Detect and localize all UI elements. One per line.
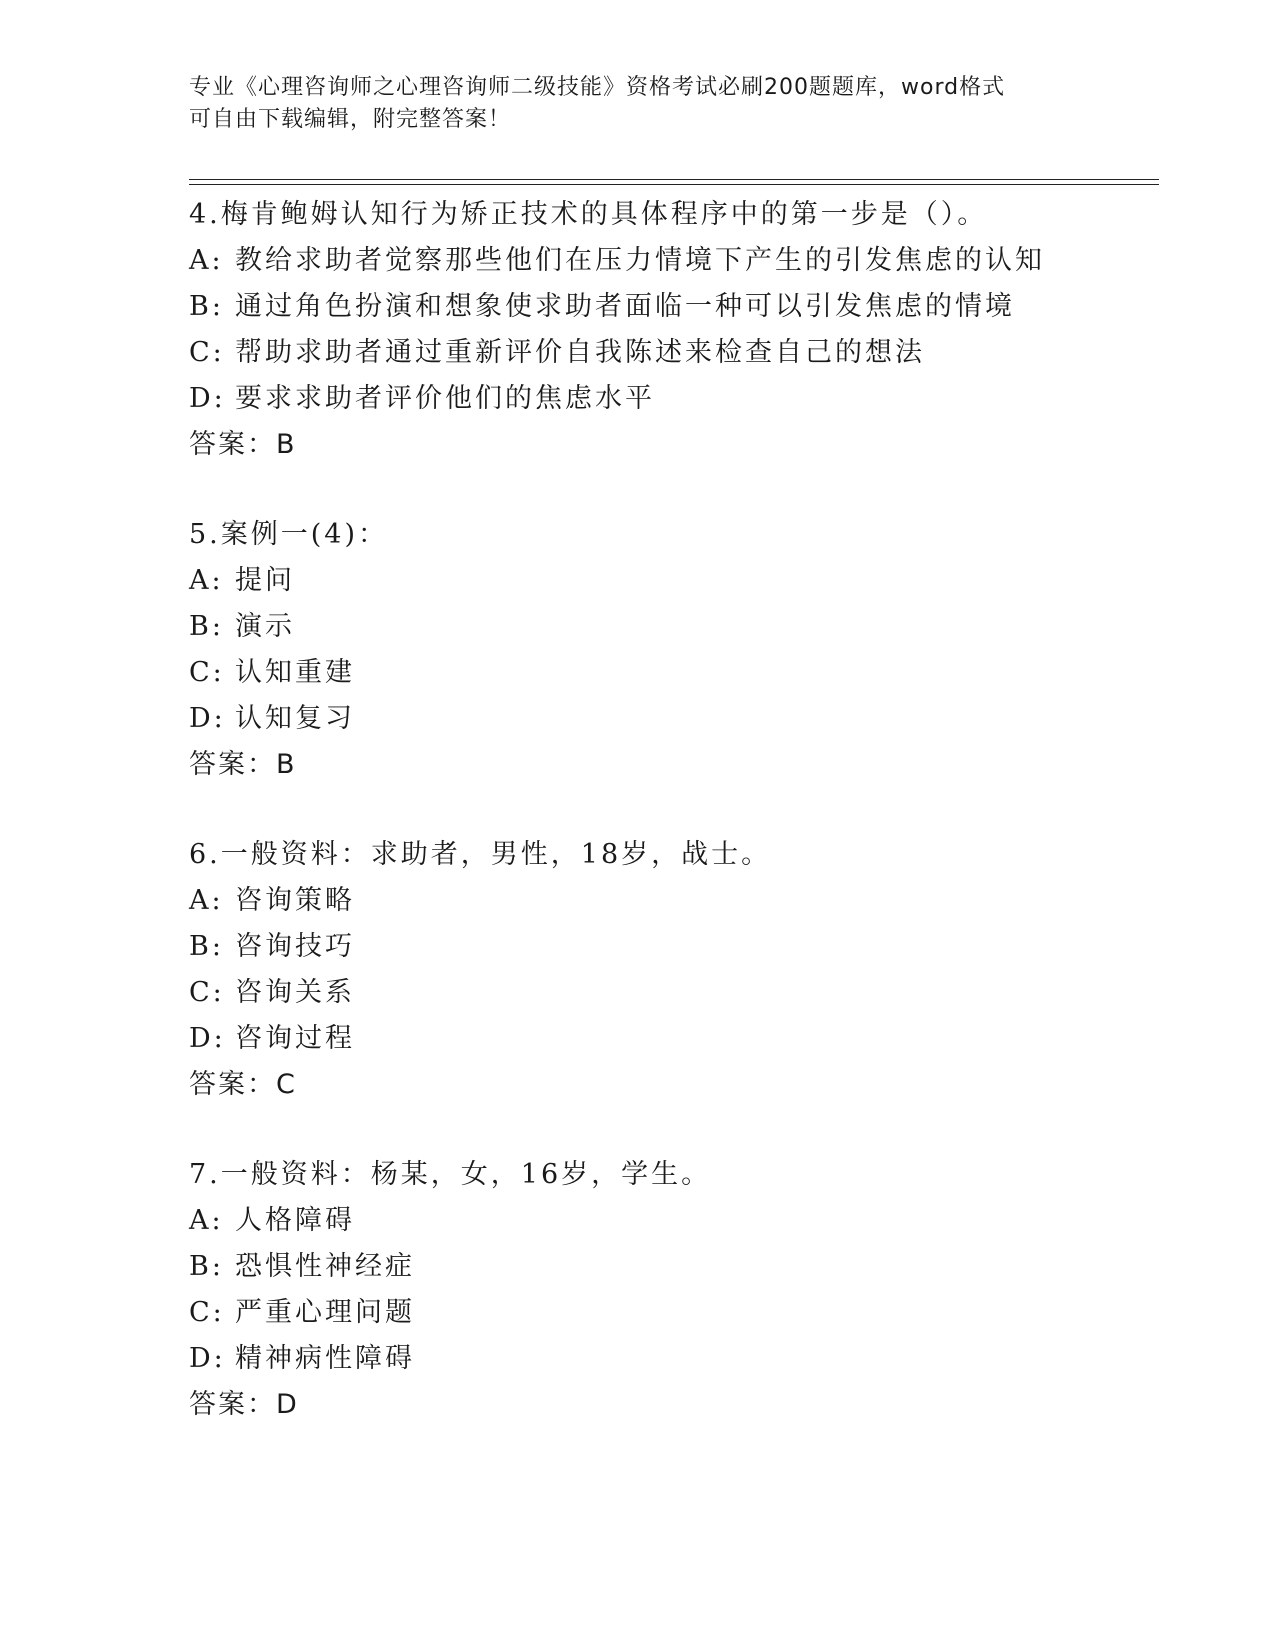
option-letter: A:	[189, 1205, 224, 1236]
option-letter: D:	[189, 1023, 226, 1054]
option-c	[189, 330, 1169, 376]
option-text: 提问	[235, 565, 295, 596]
option-d	[189, 1336, 1169, 1382]
option-letter: B:	[189, 291, 224, 322]
option-letter: B:	[189, 931, 224, 962]
answer-line: 答案：B	[189, 749, 297, 780]
option-d	[189, 696, 1169, 742]
option-a	[189, 878, 1169, 924]
option-text: 演示	[235, 611, 295, 642]
option-c	[189, 970, 1169, 1016]
option-c	[189, 1290, 1169, 1336]
question-stem: 4.梅肯鲍姆认知行为矫正技术的具体程序中的第一步是（）。	[189, 199, 988, 230]
question-item	[189, 192, 1169, 468]
option-letter: D:	[189, 1343, 226, 1374]
option-letter: B:	[189, 611, 224, 642]
option-text: 咨询策略	[235, 885, 355, 916]
option-letter: B:	[189, 1251, 224, 1282]
option-b	[189, 284, 1169, 330]
option-text: 帮助求助者通过重新评价自我陈述来检查自己的想法	[235, 337, 925, 368]
header-line-1: 专业《心理咨询师之心理咨询师二级技能》资格考试必刷200题题库，word格式	[189, 75, 1006, 100]
header-divider-top	[189, 179, 1159, 180]
option-text: 教给求助者觉察那些他们在压力情境下产生的引发焦虑的认知	[235, 245, 1045, 276]
option-text: 恐惧性神经症	[235, 1251, 415, 1282]
option-d	[189, 1016, 1169, 1062]
option-c	[189, 650, 1169, 696]
option-letter: A:	[189, 885, 224, 916]
option-letter: D:	[189, 703, 226, 734]
question-list	[189, 192, 1169, 1428]
question-item	[189, 1152, 1169, 1428]
option-text: 通过角色扮演和想象使求助者面临一种可以引发焦虑的情境	[235, 291, 1015, 322]
header-divider-bottom	[189, 184, 1159, 185]
option-b	[189, 924, 1169, 970]
answer-line: 答案：C	[189, 1069, 297, 1100]
option-a	[189, 558, 1169, 604]
question-spacer	[189, 468, 1169, 512]
question-stem: 5.案例一(4)：	[189, 519, 389, 550]
option-d	[189, 376, 1169, 422]
answer-line: 答案：D	[189, 1389, 299, 1420]
option-text: 人格障碍	[235, 1205, 355, 1236]
question-item	[189, 512, 1169, 788]
option-a	[189, 1198, 1169, 1244]
option-b	[189, 604, 1169, 650]
option-letter: A:	[189, 565, 224, 596]
option-text: 认知复习	[235, 703, 355, 734]
answer-line: 答案：B	[189, 429, 297, 460]
option-text: 咨询过程	[235, 1023, 355, 1054]
question-spacer	[189, 1108, 1169, 1152]
option-letter: A:	[189, 245, 224, 276]
header-line-2: 可自由下载编辑，附完整答案！	[189, 107, 512, 132]
option-text: 咨询关系	[235, 977, 355, 1008]
option-text: 严重心理问题	[235, 1297, 415, 1328]
document-header	[189, 72, 1069, 136]
option-letter: D:	[189, 383, 226, 414]
option-letter: C:	[189, 337, 225, 368]
option-text: 要求求助者评价他们的焦虑水平	[235, 383, 655, 414]
option-text: 认知重建	[235, 657, 355, 688]
option-text: 咨询技巧	[235, 931, 355, 962]
option-text: 精神病性障碍	[235, 1343, 415, 1374]
question-stem: 6.一般资料：求助者，男性，18岁，战士。	[189, 839, 772, 870]
option-a	[189, 238, 1169, 284]
option-letter: C:	[189, 977, 225, 1008]
question-stem: 7.一般资料：杨某，女，16岁，学生。	[189, 1159, 712, 1190]
option-letter: C:	[189, 657, 225, 688]
option-letter: C:	[189, 1297, 225, 1328]
question-spacer	[189, 788, 1169, 832]
option-b	[189, 1244, 1169, 1290]
question-item	[189, 832, 1169, 1108]
